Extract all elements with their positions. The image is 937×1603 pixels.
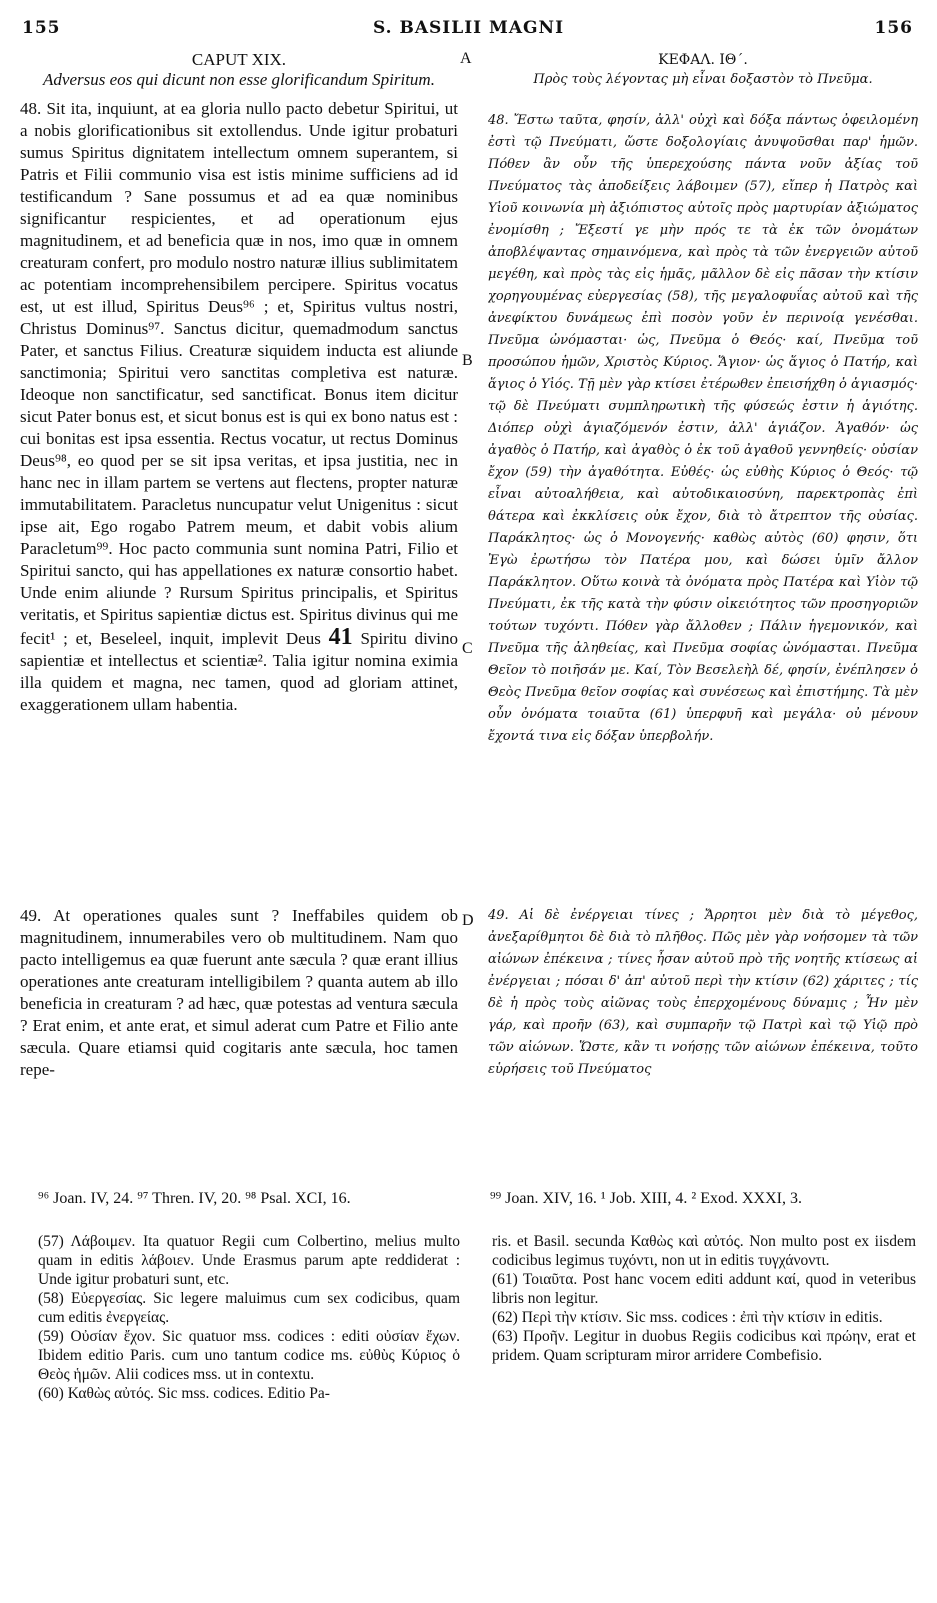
scripture-footnotes-left: ⁹⁶ Joan. IV, 24. ⁹⁷ Thren. IV, 20. ⁹⁸ Psal. XCI, 16. xyxy=(38,1190,351,1207)
editorial-notes-left xyxy=(38,1232,460,1403)
greek-paragraph-48: 48. Ἔστω ταῦτα, φησίν, ἀλλ' οὐχὶ καὶ δόξα πάντως ὀφειλομένη ἐστὶ τῷ Πνεύματι, ὥστε δοξολογίαις ἀνυψοῦσθαι παρ' ἡμῶν. Πόθεν ἂν οὖν τῆς ὑπερεχούσης πάντα νοῦν ἀξίας τοῦ Πνεύματος τὰς ἀποδείξεις λάβοιμεν (57), εἴπερ ἡ Πατρὸς καὶ Υἱοῦ κοινωνία μὴ ἀξιόπιστος αὐτοῖς πρὸς μαρτυρίαν ἀξιώματος ἐνομίσθη ; Ἔξεστί γε μὴν πρός τε τὰ ἐκ τῶν ὀνομάτων ἀποβλέψαντας σημαινόμενα, καὶ πρὸς τὰ τῶν ἐνεργειῶν αὐτοῦ μεγέθη, καὶ πρὸς τὰς εἰς ἡμᾶς, μᾶλλον δὲ εἰς πᾶσαν τὴν κτίσιν χορηγουμένας εὐεργεσίας (58), τῆς μεγαλοφυΐας αὐτοῦ καὶ τῆς ἀνεφίκτου δυνάμεως ἐπὶ ποσὸν γοῦν ἐν περινοίᾳ γενέσθαι. Πνεῦμα ὠνόμασται· ὡς, Πνεῦμα ὁ Θεός· καί, Πνεῦμα τοῦ προσώπου ἡμῶν, Χριστὸς Κύριος. Ἅγιον· ὡς ἅγιος ὁ Πατήρ, καὶ ἅγιος ὁ Υἱός. Τῇ μὲν γὰρ κτίσει ἐτέρωθεν ἐπεισήχθη ὁ ἁγιασμός· τῷ δὲ Πνεύματι συμπληρωτικὴ τῆς φύσεώς ἐστιν ἡ ἁγιότης. Διόπερ οὐχὶ ἁγιαζόμενόν ἐστιν, ἀλλ' ἁγιάζον. Ἀγαθόν· ὡς ἀγαθὸς ὁ Πατήρ, καὶ ἀγαθὸς ὁ ἐκ τοῦ ἀγαθοῦ γεννηθείς· οὐσίαν ἔχον (59) τὴν ἀγαθότητα. Εὐθές· ὡς εὐθὴς Κύριος ὁ Θεός· τῷ εἶναι αὐτοαλήθεια, καὶ αὐτοδικαιοσύνη, παρεκτροπὰς ἐπὶ θάτερα καὶ ἐκκλίσεις οὐκ ἔχον, διὰ τὸ ἄτρεπτον τῆς οὐσίας. Παράκλητος· ὡς ὁ Μονογενής· καθὼς αὐτὸς (60) φησιν, ὅτι Ἐγὼ ἐρωτήσω τὸν Πατέρα μου, καὶ δώσει ὑμῖν ἄλλον Παράκλητον. Οὕτω κοινὰ τὰ ὀνόματα πρὸς Πατέρα καὶ Υἱὸν τῷ Πνεύματι, ἐκ τῆς κατὰ τὴν φύσιν οἰκειότητος τῶν προσηγοριῶν τούτων τυχόντι. Πόθεν γὰρ ἄλλοθεν ; Πάλιν ἡγεμονικόν, καὶ Πνεῦμα τῆς ἀληθείας, καὶ Πνεῦμα σοφίας ὠνόμασται. Πνεῦμα Θεῖον τὸ ποιῆσάν με. Καί, Τὸν Βεσελεὴλ δέ, φησίν, ἐνέπλησεν ὁ Θεὸς Πνεῦμα θεῖον σοφίας καὶ συνέσεως καὶ ἐπιστήμης. Τὰ μὲν οὖν ὀνόματα τοιαῦτα (61) ὑπερφυῆ καὶ μεγάλα· οὐ μένουν ἔχοντά τινα εἰς δόξαν ὑπερβολήν. xyxy=(488,113,918,744)
note-60-cont: ris. et Basil. secunda Καθὼς καὶ αὐτός. Non multo post ex iisdem codicibus legimus τυχόντι, non ut in editis τυγχάνοντι. xyxy=(492,1233,916,1269)
page-number-right: 156 xyxy=(874,18,913,38)
greek-chapter-heading: ΚΕΦΑΛ. ΙΘ΄. xyxy=(658,52,748,68)
greek-paragraph-49: 49. Αἱ δὲ ἐνέργειαι τίνες ; Ἄρρητοι μὲν διὰ τὸ μέγεθος, ἀνεξαρίθμητοι δὲ διὰ τὸ πλῆθος. Πῶς μὲν γὰρ νοήσομεν τὰ τῶν αἰώνων ἐπέκεινα ; τίνες ἦσαν αὐτοῦ πρὸ τῆς νοητῆς κτίσεως αἱ ἐνέργειαι ; πόσαι δ' ἀπ' αὐτοῦ περὶ τὴν κτίσιν (62) χάριτες ; τίς δὲ ἡ πρὸς τοὺς αἰῶνας τοὺς ἐπερχομένους δύναμις ; Ἦν μὲν γάρ, καὶ προῆν (63), καὶ συμπαρῆν τῷ Πατρὶ καὶ τῷ Υἱῷ πρὸ τῶν αἰώνων. Ὥστε, κἂν τι νοήσῃς τῶν αἰώνων ἐπέκεινα, τοῦτο εὑρήσεις τοῦ Πνεύματος xyxy=(488,908,918,1077)
latin-paragraph-48 xyxy=(20,98,458,716)
note-62: (62) Περὶ τὴν κτίσιν. Sic mss. codices : ἐπὶ τὴν κτίσιν in editis. xyxy=(492,1309,883,1326)
note-57: (57) Λάβοιμεν. Ita quatuor Regii cum Colbertino, melius multo quam in editis λάβοιεν. Unde Erasmus parum apte reddiderat : Unde igitur probaturi sunt, etc. xyxy=(38,1233,460,1288)
latin-paragraph-49: 49. At operationes quales sunt ? Ineffabiles quidem ob magnitudinem, innumerabiles vero ob multitudinem. Nam quo pacto intelligemus ea quæ fuerunt ante sæcula ? quæ erant illius operationes ante creaturam intelligibilem ? quanta autem ab illo beneficia in creaturam ? ad hæc, quæ potestas ad ventura sæcula ? Erat enim, et ante erat, et simul aderat cum Patre et Filio ante sæcula. Quare etiamsi quid cogitaris ante sæcula, hoc tamen repe- xyxy=(20,906,458,1079)
latin-chapter-title: Adversus eos qui dicunt non esse glorificandum Spiritum. xyxy=(43,70,435,89)
note-63: (63) Προῆν. Legitur in duobus Regiis codicibus καὶ πρώην, erat et pridem. Quam scripturam miror arridere Combefisio. xyxy=(492,1328,916,1364)
running-title: S. BASILII MAGNI xyxy=(372,18,565,38)
margin-marker-a: A xyxy=(460,50,472,67)
greek-column-49 xyxy=(488,905,918,1175)
note-60: (60) Καθὼς αὐτός. Sic mss. codices. Editio Pa- xyxy=(38,1385,330,1402)
margin-marker-b: B xyxy=(462,352,473,369)
note-58: (58) Εὐεργεσίας. Sic legere maluimus cum sex codicibus, quam cum editis ἐνεργείας. xyxy=(38,1290,460,1326)
editorial-notes-right xyxy=(492,1232,916,1365)
latin-column xyxy=(20,50,458,895)
margin-marker-c: C xyxy=(462,640,473,657)
latin-column-49 xyxy=(20,905,458,1175)
note-59: (59) Οὐσίαν ἔχον. Sic quatuor mss. codices : editi οὐσίαν ἔχων. Ibidem editio Paris. cum uno tantum codice ms. εὐθὺς Κύριος ὁ Θεὸς ἡμῶν. Alii codices mss. ut in contextu. xyxy=(38,1328,460,1383)
latin-chapter-heading: CAPUT XIX. xyxy=(191,50,287,69)
margin-marker-d: D xyxy=(462,912,474,929)
page-number-left: 155 xyxy=(22,18,61,38)
note-61: (61) Τοιαῦτα. Post hanc vocem editi addunt καί, quod in veteribus libris non legitur. xyxy=(492,1271,916,1307)
latin-paragraph-48-text: 48. Sit ita, inquiunt, at ea gloria nullo pacto debetur Spiritui, ut a nobis glorificationibus sit extollendus. Unde igitur probaturi sumus Spiritus dignitatem intellectum omnem superantem, si Patris et Filii communio visa est istis minime sufficiens ad id testificandum ? Sane possumus et ad ea quæ nominibus significantur respicientes, et ad operationum ejus magnitudinem, et ad beneficia quæ in nos, imo quæ in omnem creaturam confert, pro modulo nostro naturæ illius sublimitatem ac potentiam incomprehensibilem percipere. Spiritus vocatus est, ut est illud, Spiritus Deus⁹⁶ ; et, Spiritus vultus nostri, Christus Dominus⁹⁷. Sanctus dicitur, quemadmodum sanctus Pater, et sanctus Filius. Creaturæ siquidem inducta est aliunde sanctimonia; Spiritui vero sanctitas completiva est naturæ. Ideoque non sanctificatur, sed sanctificat. Bonus item dicitur sicut Pater bonus est, et sicut bonus est is qui ex bono natus est : cui bonitas est ipsa essentia. Rectus vocatur, ut rectus Dominus Deus⁹⁸, eo quod per se sit ipsa veritas, et ipsa justitia, nec in hanc nec in illam partem se vertens aut flectens, propter naturæ immutabilitatem. Paracletus nuncupatur velut Unigenitus : sicut ipse ait, Ego rogabo Patrem meum, et dabit vobis alium Paracletum⁹⁹. Hoc pacto communia sunt nomina Patri, Filio et Spiritui sancto, qui has appellationes ex naturæ consortio habet. Unde enim aliunde ? Rursum Spiritus principalis, et Spiritus veritatis, et Spiritus sapientiæ dictus est. Spiritus divinus qui me fecit¹ ; et, Beseleel, inquit, implevit Deus xyxy=(20,99,458,648)
section-number-41: 41 xyxy=(328,624,353,650)
greek-column xyxy=(488,50,918,895)
greek-chapter-title: Πρὸς τοὺς λέγοντας μὴ εἶναι δοξαστὸν τὸ Πνεῦμα. xyxy=(533,72,873,87)
scripture-footnotes-right: ⁹⁹ Joan. XIV, 16. ¹ Job. XIII, 4. ² Exod. XXXI, 3. xyxy=(490,1190,802,1207)
latin-paragraph-48-end: Spiritu divino sapientiæ et intellectus et scientiæ². Talia igitur nomina eximia illa quidem et magna, nec tamen, quod ad gloriam attinet, exaggerationem ullam habentia. xyxy=(20,629,458,714)
